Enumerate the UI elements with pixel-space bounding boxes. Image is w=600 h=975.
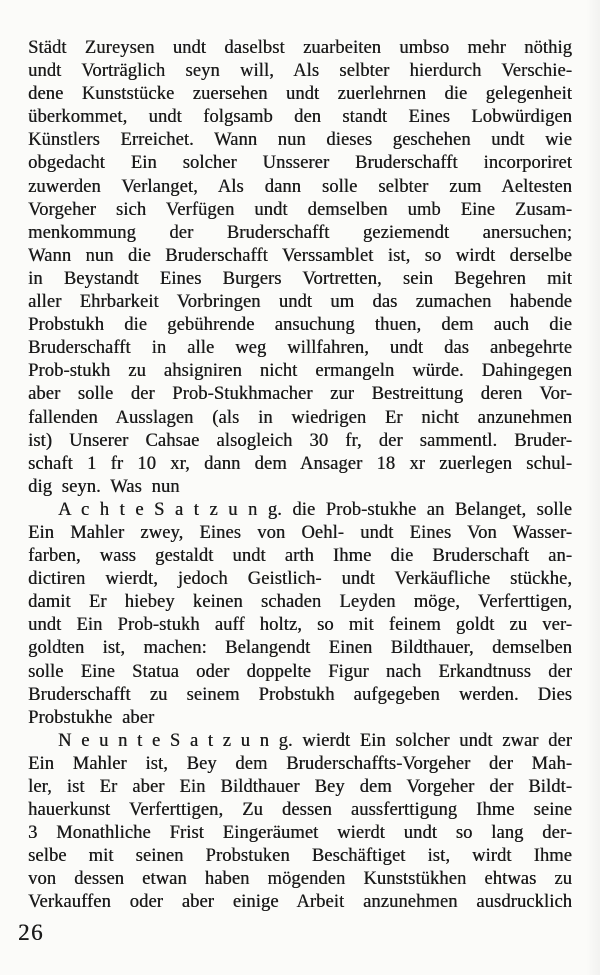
text-line: Ein Mahler zwey, Eines von Oehl- undt Eines Von Wasser- <box>28 522 572 543</box>
text-line: schaft 1 fr 10 xr, dann dem Ansager 18 xr zuerlegen schul- <box>28 453 572 474</box>
text-line: fallenden Ausslagen (als in wiedrigen Er nicht anzunehmen <box>28 407 572 428</box>
text-line: ler, ist Er aber Ein Bildthauer Bey dem Vorgeher der Bildt- <box>28 777 572 797</box>
text-line: aber solle der Prob-Stukhmacher zur Bestreittung deren Vor- <box>28 384 572 405</box>
text-line: damit Er hiebey keinen schaden Leyden möge, Verferttigen, <box>28 592 572 613</box>
text-line: dictiren wierdt, jedoch Geistlich- undt Verkäufliche stückhe, <box>28 569 572 590</box>
text-line: Wann nun die Bruderschafft Verssamblet ist, so wirdt derselbe <box>28 245 572 266</box>
text-block <box>28 37 572 915</box>
text-line: 3 Monathliche Frist Eingeräumet wierdt undt so lang der- <box>28 823 572 844</box>
text-line: Bruderschafft zu seinem Probstukh aufgegeben werden. Dies <box>28 684 572 705</box>
text-line: Probstukh die gebührende ansuchung thuen, dem auch die <box>28 315 572 336</box>
paragraph <box>28 499 572 730</box>
text-line: Städt Zureysen undt daselbst zuarbeiten umbso mehr nöthig <box>28 38 572 58</box>
text-line: Vorgeher sich Verfügen undt demselben umb Eine Zusam- <box>28 199 572 220</box>
text-line: ist) Unserer Cahsae alsogleich 30 fr, der sammentl. Bruder- <box>28 430 572 451</box>
text-line: Prob-stukh zu ahsigniren nicht ermangeln würde. Dahingegen <box>28 361 572 382</box>
text-line: aller Ehrbarkeit Vorbringen undt um das zumachen habende <box>28 292 572 313</box>
text-line: hauerkunst Verferttigen, Zu dessen aussferttigung Ihme seine <box>28 800 572 821</box>
text-line: zuwerden Verlanget, Als dann solle selbter zum Aeltesten <box>28 176 572 197</box>
text-line: N e u n t e S a t z u n g. wierdt Ein solcher undt zwar der <box>58 730 572 751</box>
text-line: menkommung der Bruderschafft geziemendt anersuchen; <box>28 222 572 243</box>
text-line: A c h t e S a t z u n g. die Prob-stukhe an Belanget, solle <box>58 499 572 520</box>
text-line: Probstukhe aber <box>28 707 155 728</box>
text-line: von dessen etwan haben mögenden Kunststükhen ehtwas zu <box>28 869 572 890</box>
paragraph <box>28 730 572 915</box>
text-line: Künstlers Erreichet. Wann nun dieses geschehen undt wie <box>28 130 572 151</box>
text-line: dig seyn. Was nun <box>28 476 180 497</box>
text-line: Ein Mahler ist, Bey dem Bruderschaffts-Vorgeher der Mah- <box>28 753 572 774</box>
text-line: goldten ist, machen: Belangendt Einen Bildthauer, demselben <box>28 638 572 659</box>
text-line: Verkauffen oder aber einige Arbeit anzunehmen ausdrucklich <box>28 892 572 913</box>
text-line: in Beystandt Eines Burgers Vortretten, sein Begehren mit <box>28 268 572 289</box>
page-number: 26 <box>18 920 44 945</box>
text-line: überkommet, undt folgsamb den standt Eines Lobwürdigen <box>28 107 572 128</box>
text-line: solle Eine Statua oder doppelte Figur nach Erkandtnuss der <box>28 661 572 682</box>
text-line: obgedacht Ein solcher Unsserer Bruderschafft incorporiret <box>28 153 572 174</box>
text-line: undt Ein Prob-stukh auff holtz, so mit feinem goldt zu ver- <box>28 615 572 636</box>
text-line: Bruderschafft in alle weg willfahren, undt das anbegehrte <box>28 338 572 359</box>
paragraph <box>28 37 572 499</box>
text-line: farben, wass gestaldt undt arth Ihme die Bruderschaft an- <box>28 546 572 567</box>
text-line: undt Vorträglich seyn will, Als selbter hierdurch Verschie- <box>28 61 572 82</box>
text-line: selbe mit seinen Probstuken Beschäftiget ist, wirdt Ihme <box>28 846 572 867</box>
text-line: dene Kunststücke zuersehen undt zuerlehrnen die gelegenheit <box>28 84 572 105</box>
